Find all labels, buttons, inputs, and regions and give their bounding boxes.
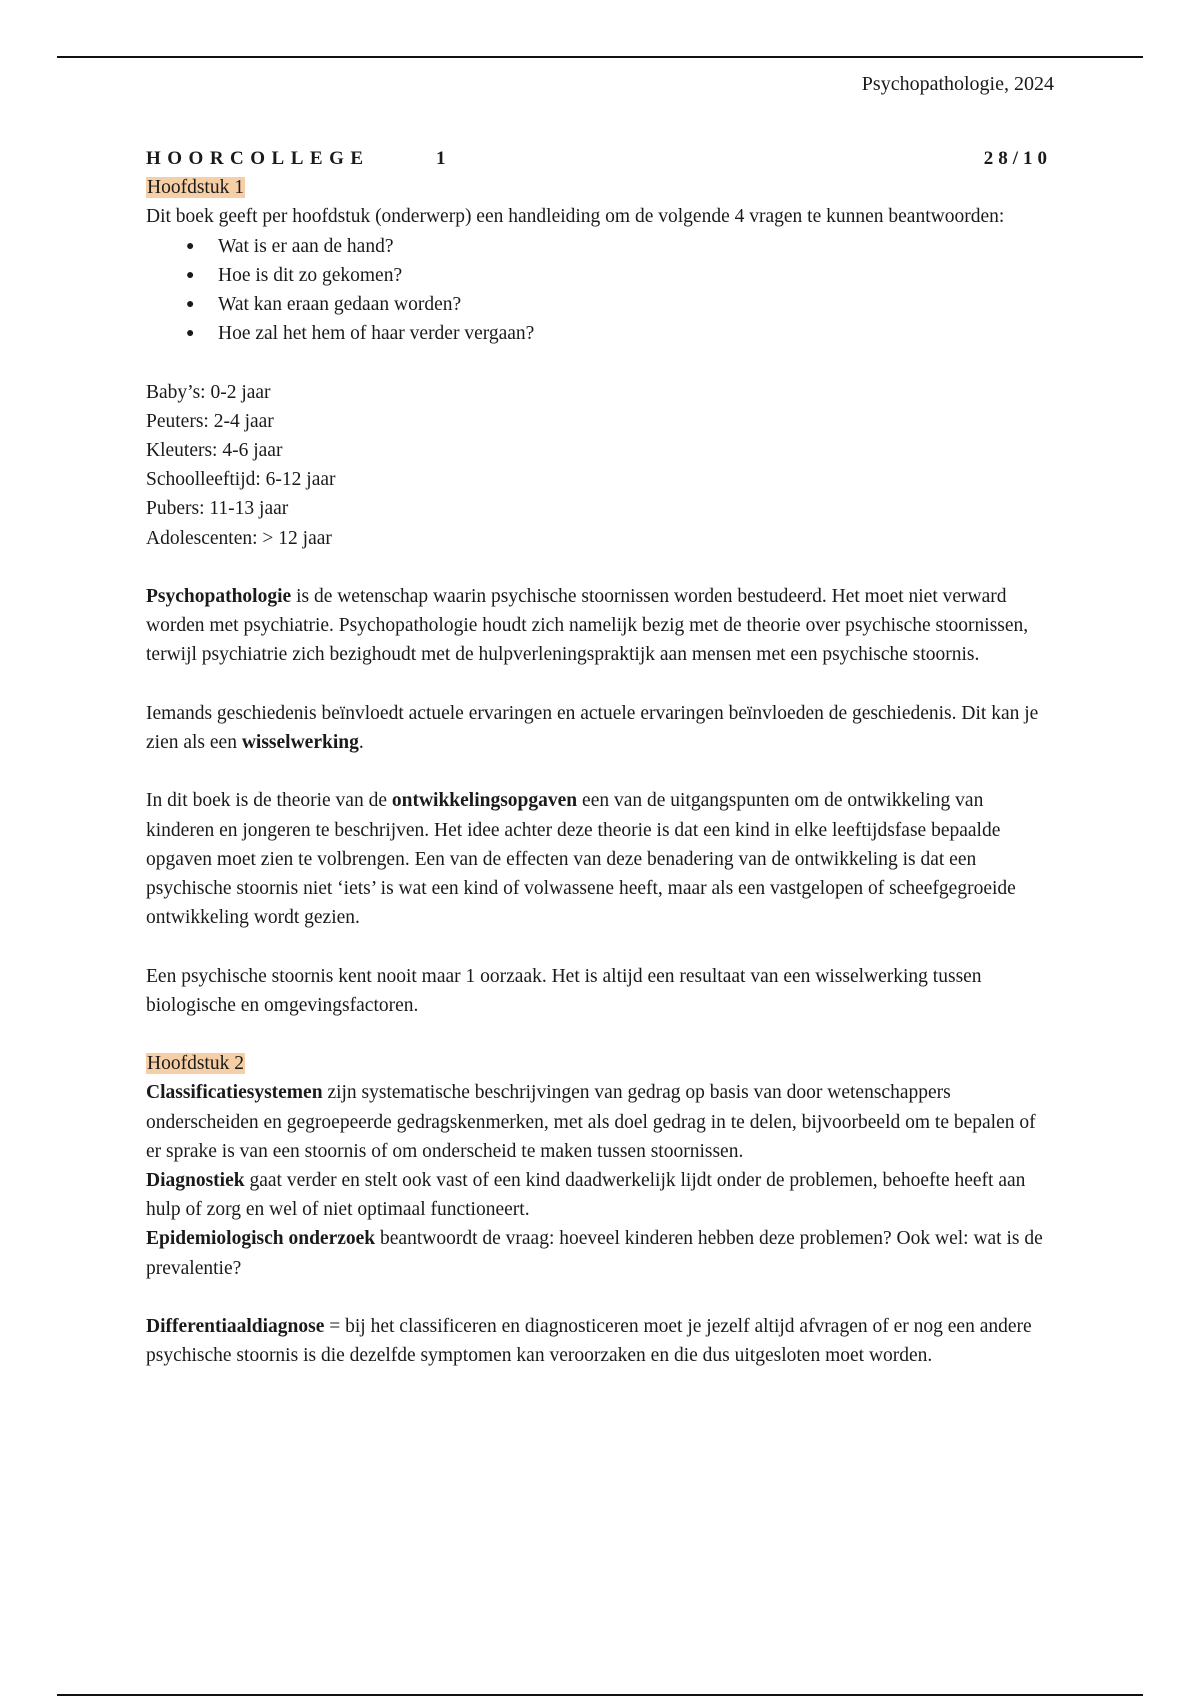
chapter-1-intro: Dit boek geeft per hoofdstuk (onderwerp) een handleiding om de volgende 4 vragen te kunnen beantwoorden: bbox=[146, 206, 1005, 228]
document-body bbox=[146, 144, 1052, 1370]
age-item: Schoolleeftijd: 6-12 jaar bbox=[146, 469, 336, 491]
age-item: Baby’s: 0-2 jaar bbox=[146, 381, 271, 403]
paragraph-differentiaaldiagnose: Differentiaaldiagnose = bij het classificeren en diagnosticeren moet je jezelf altijd afvragen of er nog een andere psychische stoornis is die dezelfde symptomen kan veroorzaken en die dus uitgesloten moet worden. bbox=[146, 1316, 1032, 1367]
question-item: ● Hoe zal het hem of haar verder vergaan? bbox=[186, 319, 1052, 348]
bottom-rule bbox=[57, 1694, 1143, 1696]
lecture-title: HOORCOLLEGE bbox=[146, 148, 370, 169]
lecture-heading bbox=[146, 144, 1052, 173]
term: Differentiaaldiagnose bbox=[146, 1316, 325, 1338]
age-item: Pubers: 11-13 jaar bbox=[146, 498, 289, 520]
lecture-date: 28/10 bbox=[983, 148, 1052, 169]
term: Classificatiesystemen bbox=[146, 1082, 323, 1104]
question-list bbox=[146, 232, 1052, 349]
term: Epidemiologisch onderzoek bbox=[146, 1228, 376, 1250]
question-item: ● Wat is er aan de hand? bbox=[186, 232, 1052, 261]
term: wisselwerking bbox=[241, 732, 359, 754]
term: Psychopathologie bbox=[146, 586, 292, 608]
lecture-number: 1 bbox=[436, 148, 452, 169]
paragraph-wisselwerking: Iemands geschiedenis beïnvloedt actuele ervaringen en actuele ervaringen beïnvloeden de geschiedenis. Dit kan je zien als een wisselwerking. bbox=[146, 702, 1039, 754]
term: ontwikkelingsopgaven bbox=[391, 790, 578, 812]
question-item: ● Hoe is dit zo gekomen? bbox=[186, 261, 1052, 290]
paragraph-psychopathologie: Psychopathologie is de wetenschap waarin psychische stoornissen worden bestudeerd. Het moet niet verward worden met psychiatrie. Psychopathologie houdt zich namelijk bezig met de theorie over psychische stoornissen, terwijl psychiatrie zich bezighoudt met de hulpverleningspraktijk aan mensen met een psychische stoornis. bbox=[146, 586, 1029, 666]
paragraph-epidemiologisch: Epidemiologisch onderzoek beantwoordt de vraag: hoeveel kinderen hebben deze problemen? Ook wel: wat is de prevalentie? bbox=[146, 1228, 1043, 1279]
age-item: Peuters: 2-4 jaar bbox=[146, 410, 274, 432]
age-list bbox=[146, 378, 1052, 553]
term: Diagnostiek bbox=[146, 1170, 245, 1192]
paragraph-ontwikkelingsopgaven: In dit boek is de theorie van de ontwikkelingsopgaven een van de uitgangspunten om de ontwikkeling van kinderen en jongeren te beschrijven. Het idee achter deze theorie is dat een kind in elke leeftijdsfase bepaalde opgaven moet zien te volbrengen. Een van de effecten van deze benadering van de ontwikkeling is dat een psychische stoornis niet ‘iets’ is wat een kind of volwassene heeft, maar als een vastgelopen of scheefgegroeide ontwikkeling wordt gezien. bbox=[146, 790, 1016, 929]
chapter-1-heading: Hoofdstuk 1 bbox=[147, 177, 244, 199]
chapter-2-heading: Hoofdstuk 2 bbox=[147, 1053, 244, 1075]
paragraph-diagnostiek: Diagnostiek gaat verder en stelt ook vast of een kind daadwerkelijk lijdt onder de problemen, behoefte heeft aan hulp of zorg en wel of niet optimaal functioneert. bbox=[146, 1170, 1026, 1221]
paragraph-classificatiesystemen: Classificatiesystemen zijn systematische beschrijvingen van gedrag op basis van door wetenschappers onderscheiden en gegroepeerde gedragskenmerken, met als doel gedrag in te delen, bijvoorbeeld om te bepalen of er sprake is van een stoornis of om onderscheid te maken tussen stoornissen. bbox=[146, 1082, 1036, 1162]
paragraph-oorzaak: Een psychische stoornis kent nooit maar 1 oorzaak. Het is altijd een resultaat van een wisselwerking tussen biologische en omgevingsfactoren. bbox=[146, 965, 982, 1016]
question-item: ● Wat kan eraan gedaan worden? bbox=[186, 290, 1052, 319]
age-item: Adolescenten: > 12 jaar bbox=[146, 527, 332, 549]
page-header: Psychopathologie, 2024 bbox=[861, 73, 1054, 95]
age-item: Kleuters: 4-6 jaar bbox=[146, 440, 283, 462]
top-rule bbox=[57, 56, 1143, 58]
